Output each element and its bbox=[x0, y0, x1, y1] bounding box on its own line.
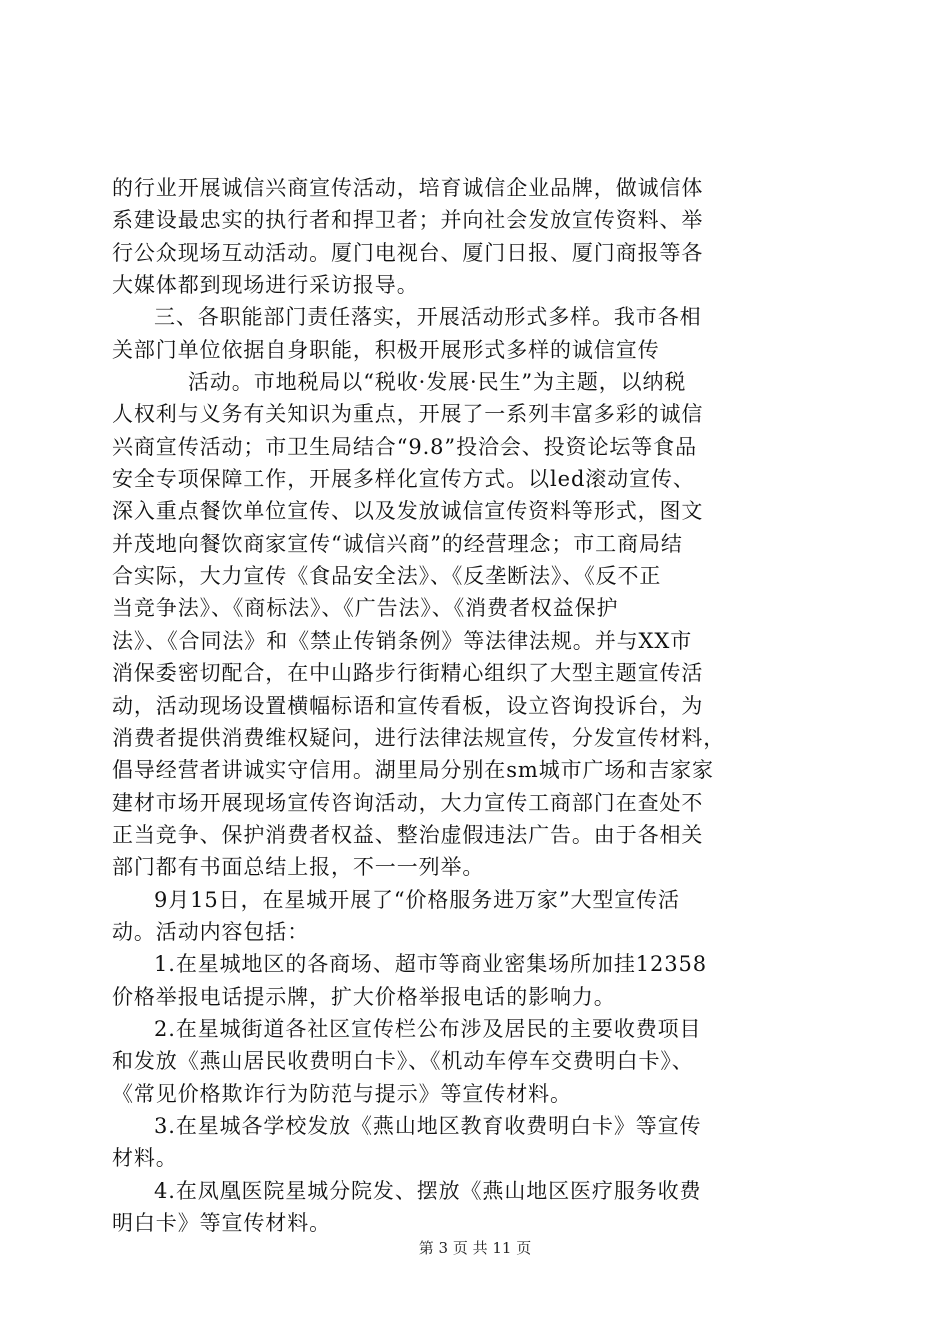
page-footer bbox=[0, 1238, 950, 1258]
page-middle: 页 共 bbox=[452, 1239, 488, 1257]
text-line: 正当竞争、保护消费者权益、整治虚假违法广告。由于各相关 bbox=[112, 822, 704, 847]
text-line: 材料。 bbox=[112, 1146, 178, 1171]
list-item-3: 3.在星城各学校发放《燕山地区教育收费明白卡》等宣传 bbox=[154, 1113, 702, 1138]
page-current: 3 bbox=[438, 1239, 449, 1257]
text-line: 的行业开展诚信兴商宣传活动，培育诚信企业品牌，做诚信体 bbox=[112, 176, 704, 200]
text-line: 部门都有书面总结上报，不一一列举。 bbox=[112, 855, 485, 880]
list-item-1: 1.在星城地区的各商场、超市等商业密集场所加挂12358 bbox=[154, 952, 708, 977]
text-line: 和发放《燕山居民收费明白卡》、《机动车停车交费明白卡》、 bbox=[112, 1049, 694, 1074]
list-item-2: 2.在星城街道各社区宣传栏公布涉及居民的主要收费项目 bbox=[154, 1016, 702, 1041]
text-line: 安全专项保障工作，开展多样化宣传方式。以led滚动宣传、 bbox=[112, 467, 695, 492]
text-line: 《常见价格欺诈行为防范与提示》等宣传材料。 bbox=[112, 1081, 572, 1106]
text-line: 深入重点餐饮单位宣传、以及发放诚信宣传资料等形式，图文 bbox=[112, 499, 704, 524]
text-line: 倡导经营者讲诚实守信用。湖里局分别在sm城市广场和吉家家 bbox=[112, 758, 714, 783]
text-line: 价格举报电话提示牌，扩大价格举报电话的影响力。 bbox=[112, 984, 616, 1009]
list-item-4: 4.在凤凰医院星城分院发、摆放《燕山地区医疗服务收费 bbox=[154, 1178, 702, 1203]
text-line: 活动。市地税局以“税收·发展·民生”为主题，以纳税 bbox=[188, 370, 687, 395]
page-suffix: 页 bbox=[516, 1239, 532, 1257]
text-line: 大媒体都到现场进行采访报导。 bbox=[112, 273, 419, 298]
text-line: 建材市场开展现场宣传咨询活动，大力宣传工商部门在查处不 bbox=[112, 790, 704, 815]
text-line: 法》、《合同法》和《禁止传销条例》等法律法规。并与XX市 bbox=[112, 628, 693, 653]
text-line: 合实际，大力宣传《食品安全法》、《反垄断法》、《反不正 bbox=[112, 564, 662, 589]
page-prefix: 第 bbox=[418, 1239, 434, 1257]
text-line: 动，活动现场设置横幅标语和宣传看板，设立咨询投诉台，为 bbox=[112, 693, 704, 718]
text-line: 关部门单位依据自身职能，积极开展形式多样的诚信宣传 bbox=[112, 337, 660, 362]
paragraph-start-line: 三、各职能部门责任落实，开展活动形式多样。我市各相 bbox=[154, 305, 702, 330]
text-line: 系建设最忠实的执行者和捍卫者；并向社会发放宣传资料、举 bbox=[112, 208, 704, 233]
text-line: 消保委密切配合，在中山路步行街精心组织了大型主题宣传活 bbox=[112, 661, 704, 686]
text-line: 当竞争法》、《商标法》、《广告法》、《消费者权益保护 bbox=[112, 596, 619, 621]
text-line: 明白卡》等宣传材料。 bbox=[112, 1211, 331, 1235]
text-line: 人权利与义务有关知识为重点，开展了一系列丰富多彩的诚信 bbox=[112, 402, 704, 427]
text-line: 并茂地向餐饮商家宣传“诚信兴商”的经营理念；市工商局结 bbox=[112, 531, 683, 556]
text-line: 行公众现场互动活动。厦门电视台、厦门日报、厦门商报等各 bbox=[112, 240, 704, 265]
text-line: 兴商宣传活动；市卫生局结合“9.8”投洽会、投资论坛等食品 bbox=[112, 434, 697, 459]
text-line: 消费者提供消费维权疑问，进行法律法规宣传，分发宣传材料， bbox=[112, 725, 726, 750]
text-line: 动。活动内容包括： bbox=[112, 919, 310, 944]
page-total: 11 bbox=[492, 1239, 512, 1257]
document-body bbox=[112, 172, 834, 1239]
paragraph-start-line: 9月15日，在星城开展了“价格服务进万家”大型宣传活 bbox=[154, 887, 680, 912]
